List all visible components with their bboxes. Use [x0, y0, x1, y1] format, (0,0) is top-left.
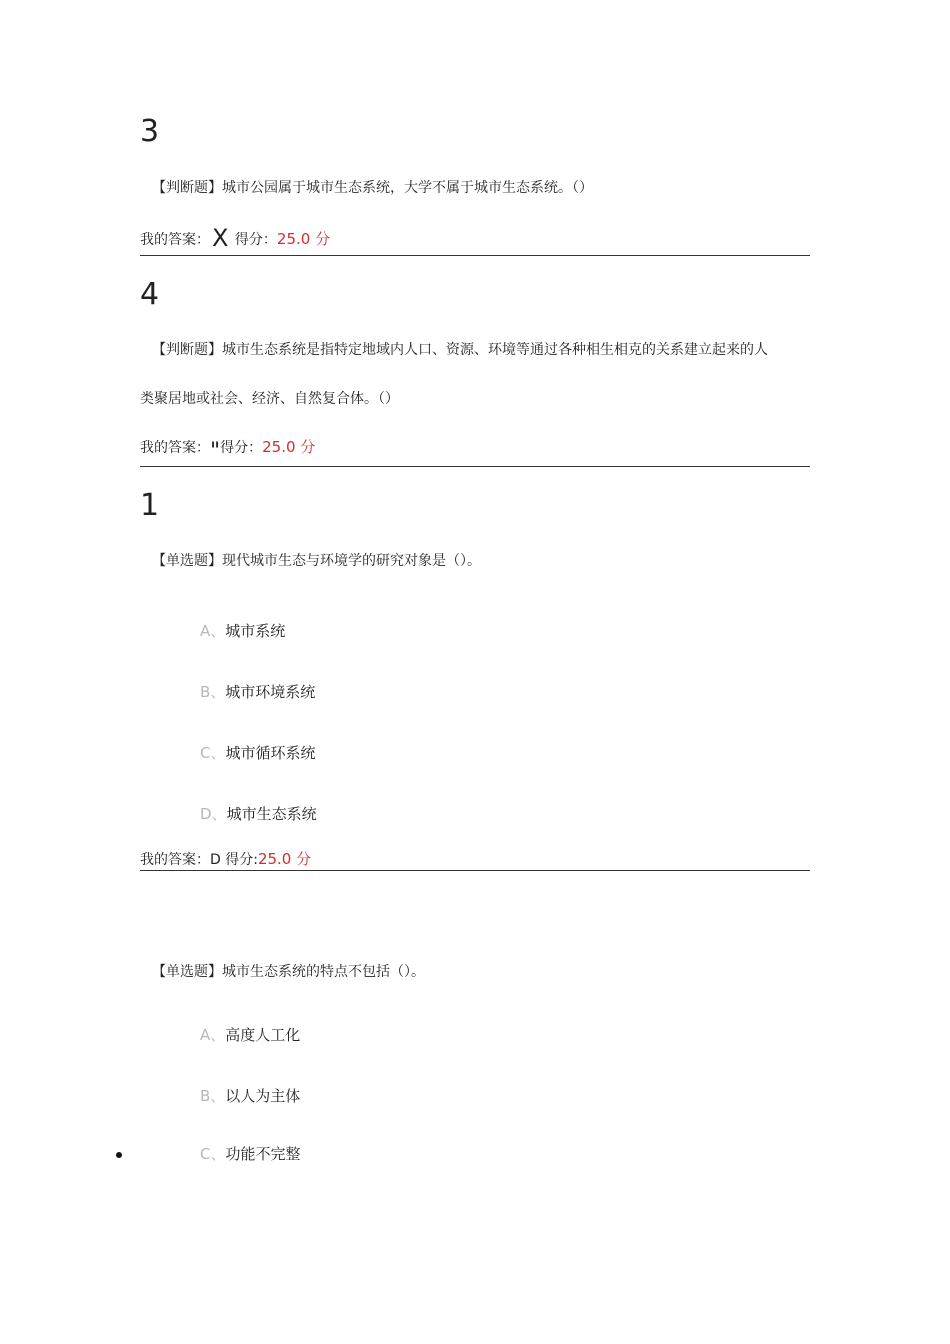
answer-value: " [210, 439, 221, 464]
option-letter: D、 [200, 805, 227, 823]
score-label: 得分： [234, 232, 277, 248]
bullet-dot [116, 1152, 122, 1158]
option-text: 高度人工化 [225, 1026, 301, 1044]
question-text: 【判断题】城市公园属于城市生态系统，大学不属于城市生态系统。（） [152, 180, 593, 196]
divider [140, 466, 810, 467]
option-text: 城市环境系统 [225, 683, 316, 701]
answer-text: 我的答案：D 得分: [140, 852, 258, 868]
option-a[interactable] [200, 1028, 300, 1043]
option-text: 城市系统 [225, 622, 286, 640]
answer-line [140, 852, 311, 867]
option-c[interactable] [200, 1147, 301, 1162]
score-value: 25.0 分 [257, 850, 312, 868]
option-text: 城市生态系统 [226, 805, 317, 823]
option-c[interactable] [200, 746, 316, 761]
option-a[interactable] [200, 624, 285, 639]
option-text: 以人为主体 [225, 1087, 301, 1105]
score-label: 得分： [220, 440, 263, 456]
answer-label: 我的答案： [140, 440, 210, 456]
question-number: 1 [140, 488, 160, 523]
option-d[interactable] [200, 807, 317, 822]
answer-label: 我的答案： [140, 232, 210, 248]
option-text: 功能不完整 [225, 1145, 301, 1163]
question-text: 【单选题】现代城市生态与环境学的研究对象是（）。 [152, 553, 481, 569]
option-b[interactable] [200, 685, 315, 700]
option-letter: C、 [200, 1145, 226, 1163]
question-text: 【单选题】城市生态系统的特点不包括（）。 [152, 964, 425, 980]
option-letter: B、 [200, 1087, 226, 1105]
option-b[interactable] [200, 1089, 300, 1104]
divider [140, 870, 810, 871]
option-letter: B、 [200, 683, 226, 701]
question-number: 4 [140, 277, 160, 312]
score-value: 25.0 分 [262, 438, 316, 456]
answer-line [140, 226, 330, 250]
question-text-line1: 【判断题】城市生态系统是指特定地域内人口、资源、环境等通过各种相生相克的关系建立起来的人 [152, 342, 768, 358]
answer-line [140, 440, 315, 463]
option-letter: A、 [200, 1026, 226, 1044]
score-value: 25.0 分 [276, 230, 331, 248]
option-text: 城市循环系统 [225, 744, 316, 762]
answer-value: X [212, 224, 229, 252]
option-letter: A、 [200, 622, 226, 640]
question-number: 3 [140, 114, 160, 149]
question-text-line2: 类聚居地或社会、经济、自然复合体。（） [140, 391, 399, 407]
option-letter: C、 [200, 744, 226, 762]
divider [140, 255, 810, 256]
